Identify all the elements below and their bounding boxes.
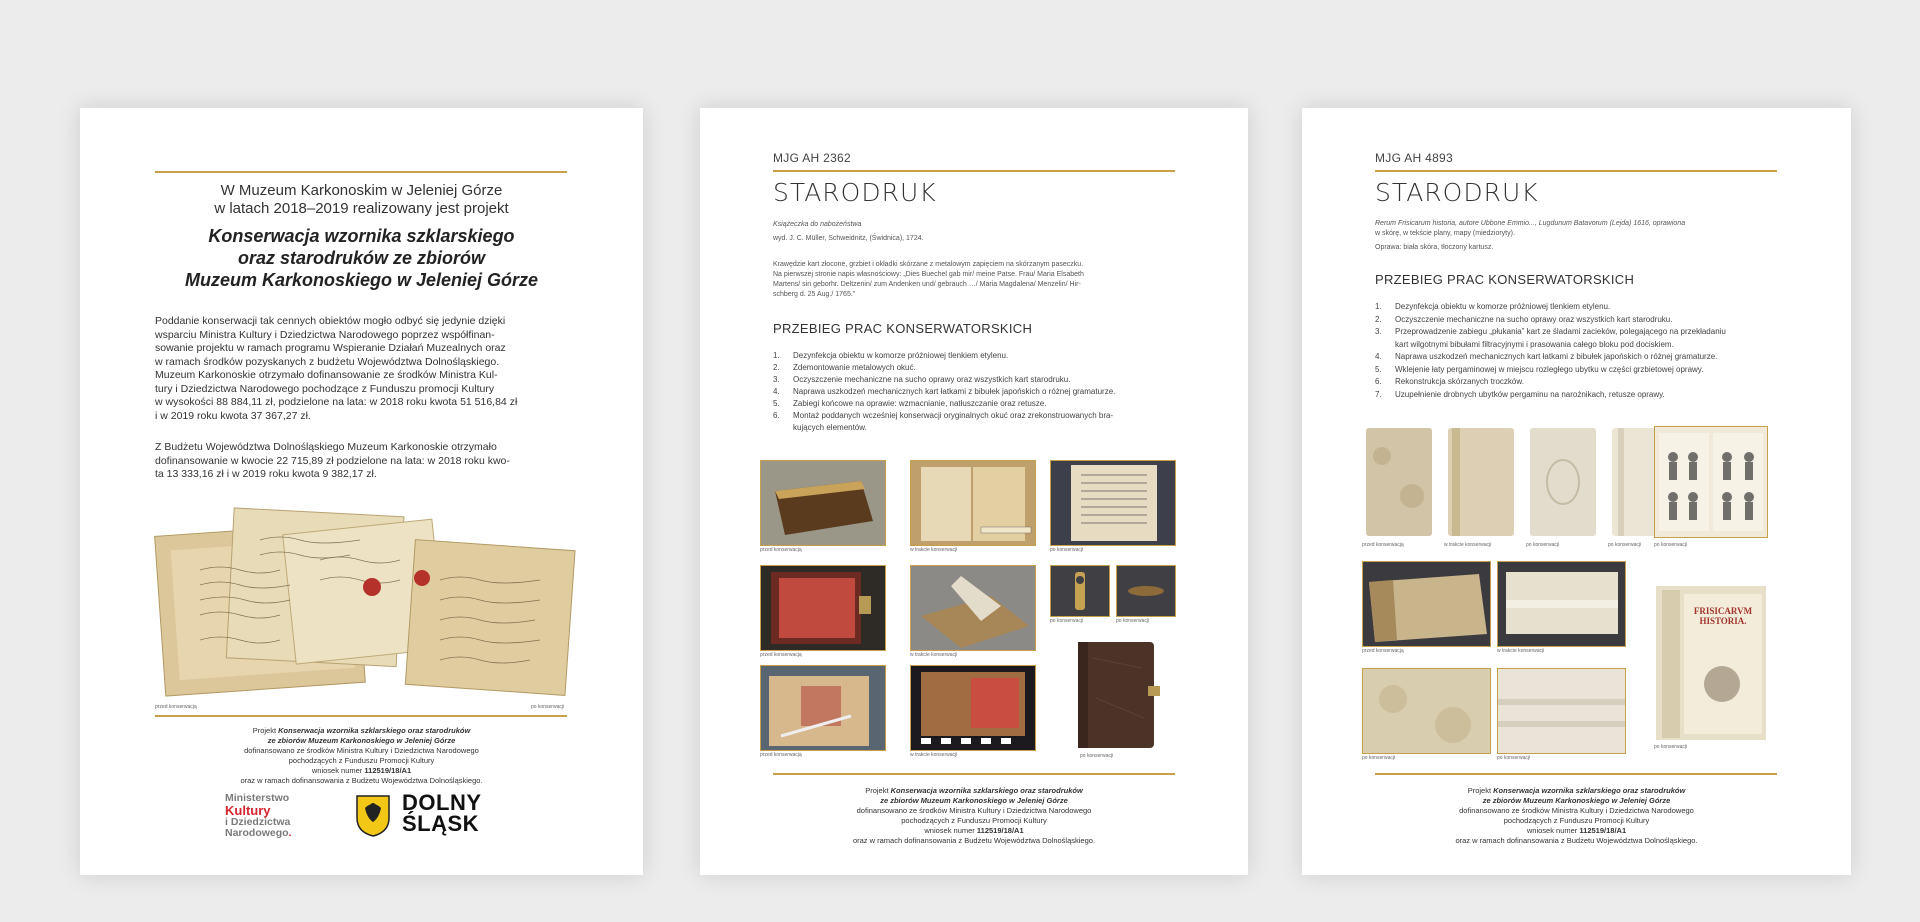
photo-during-1 — [1444, 426, 1518, 538]
photo-before-2 — [1362, 561, 1491, 647]
photo-after-clasp-2 — [1116, 565, 1176, 617]
list-item: 3. Oczyszczenie mechaniczne na sucho oprawy oraz wszystkich kart starodruku. — [773, 375, 1071, 384]
logo-ministry-line: Kultury — [225, 803, 271, 818]
description-line: schberg d. 25 Aug./ 1765.” — [773, 291, 856, 298]
body-line: wsparciu Ministra Kultury i Dziedzictwa Narodowego poprzez współfinan- — [155, 328, 495, 341]
photo-after-4 — [1497, 668, 1626, 754]
coat-of-arms-icon — [355, 794, 391, 843]
caption: przed konserwacją — [1362, 648, 1404, 654]
photo-after-clasp-1 — [1050, 565, 1110, 617]
body-line: tury i Dziedzictwa Narodowego pochodzące z Funduszu promocji Kultury — [155, 382, 495, 395]
footer-line: pochodzących z Funduszu Promocji Kultury — [288, 756, 435, 765]
description-line: Na pierwszej stronie napis własnościowy: „Dies Buechel gab mir/ meine Patse. Frau/ Maria Elsabeth — [773, 271, 1084, 278]
photo-before-1 — [1362, 426, 1436, 538]
page-title: STARODRUK — [1375, 178, 1539, 207]
logo-ministry-line: Ministerstwo — [225, 792, 290, 804]
photo-open-book — [1654, 426, 1768, 538]
body-paragraph-2 — [155, 441, 567, 482]
top-rule — [773, 170, 1175, 172]
footer-title-line: ze zbiorów Muzeum Karkonoskiego w Jeleniej Górze — [1482, 796, 1671, 805]
footer-block — [700, 786, 1248, 846]
photo-after-3 — [1362, 668, 1491, 754]
caption: w trakcie konserwacji — [1497, 648, 1545, 654]
body-line: Z Budżetu Województwa Dolnośląskiego Muzeum Karkonoskie otrzymało — [155, 441, 497, 453]
list-item: kujących elementów. — [793, 423, 867, 432]
logo-ds-line: ŚLĄSK — [402, 811, 480, 836]
list-item: 2. Oczyszczenie mechaniczne na sucho oprawy oraz wszystkich kart starodruku. — [1375, 314, 1673, 324]
footer-line: dofinansowano ze środków Ministra Kultury i Dziedzictwa Narodowego — [1459, 806, 1694, 815]
list-item: kart wilgotnymi bibułami filtracyjnymi i prasowania całego bloku pod dociskiem. — [1395, 339, 1674, 349]
list-item: 5. Wklejenie łaty pergaminowej w miejscu rozległego ubytku w części grzbietowej oprawy. — [1375, 364, 1704, 374]
footer-line: dofinansowano ze środków Ministra Kultury i Dziedzictwa Narodowego — [244, 746, 479, 755]
caption: w trakcie konserwacji — [1444, 542, 1492, 548]
letters-illustration — [140, 500, 580, 700]
project-title-line: Konserwacja wzornika szklarskiego — [208, 226, 515, 246]
footer-project: Projekt — [865, 786, 889, 795]
page-project-info — [80, 108, 643, 875]
description-line: Krawędzie kart złocone, grzbiet i okładki skórzane z metalowym zapięciem na skórzanym paseczku. — [773, 261, 1084, 268]
caption: po konserwacji — [1362, 755, 1396, 761]
footer-rule — [773, 773, 1175, 775]
footer-title-line: Konserwacja wzornika szklarskiego oraz starodruków — [890, 786, 1083, 795]
caption: po konserwacji — [1050, 547, 1084, 553]
body-line: dofinansowanie w kwocie 22 715,89 zł podzielone na lata: w 2018 roku kwo- — [155, 454, 510, 467]
top-rule — [1375, 170, 1777, 172]
footer-line: oraz w ramach dofinansowania z Budżetu Województwa Dolnośląskiego. — [240, 776, 483, 785]
footer-title-line: Konserwacja wzornika szklarskiego oraz starodruków — [1493, 786, 1686, 795]
list-item: 6. Montaż poddanych wcześniej konserwacji oryginalnych okuć oraz zrekonstruowanych bra- — [773, 411, 1114, 420]
logo-ministry-line: Narodowego. — [225, 827, 292, 839]
caption-after: po konserwacji — [531, 704, 565, 710]
footer-line: oraz w ramach dofinansowania z Budżetu Województwa Dolnośląskiego. — [1455, 836, 1698, 845]
caption-before: przed konserwacją — [155, 704, 197, 710]
photo-after-book — [1072, 638, 1164, 752]
photo-title-page — [1654, 584, 1768, 742]
logo-ministry — [225, 793, 292, 839]
description-line: Martens/ sin geborhr. Deltzenin/ zum Andenken und/ gebrauch …/ Maria Magdalena/ Menzelin/ Hir- — [773, 281, 1081, 288]
footer-project: Projekt — [1467, 786, 1492, 795]
footer-rule — [155, 715, 567, 717]
description-line: Oprawa: biała skóra, tłoczony kartusz. — [1375, 244, 1494, 251]
photo-before-2 — [760, 565, 886, 651]
letters-photo — [140, 500, 580, 700]
footer-title-line: ze zbiorów Muzeum Karkonoskiego w Jeleniej Górze — [267, 736, 456, 745]
footer-line: dofinansowano ze środków Ministra Kultury i Dziedzictwa Narodowego — [856, 806, 1092, 815]
description-line: Rerum Frisicarum historia, autore Ubbone Emmio..., Lugdunum Batavorum (Lejda) 1616, oprawiona — [1375, 220, 1686, 227]
photo-after-1 — [1526, 426, 1600, 538]
body-line: i w 2019 roku kwota 37 367,27 zł. — [155, 409, 311, 422]
photo-after-1 — [1050, 460, 1176, 546]
object-code: MJG AH 2362 — [773, 151, 852, 165]
photo-before-1 — [760, 460, 886, 546]
object-code: MJG AH 4893 — [1375, 151, 1454, 165]
photo-during-3 — [910, 665, 1036, 751]
footer-title-line: Konserwacja wzornika szklarskiego oraz starodruków — [278, 726, 471, 735]
logo-ministry-text: Narodowego — [225, 827, 289, 839]
footer-line: wniosek numer — [311, 766, 363, 775]
footer-line: wniosek numer — [1526, 826, 1578, 835]
description-line: w skórę, w tekście plany, mapy (miedzioryty). — [1375, 230, 1515, 237]
footer-project: Projekt — [252, 726, 277, 735]
list-item: 1. Dezynfekcja obiektu w komorze próżniowej tlenkiem etylenu. — [1375, 302, 1611, 311]
list-item: 7. Uzupełnienie drobnych ubytków pergaminu na narożnikach, retusze oprawy. — [1375, 389, 1665, 399]
photo-during-1 — [910, 460, 1036, 546]
caption: przed konserwacją — [760, 752, 802, 758]
top-rule — [155, 171, 567, 173]
description — [773, 260, 1175, 300]
intro — [80, 182, 643, 218]
wax-seal-icon — [363, 578, 381, 596]
body-line: Muzeum Karkonoskie otrzymało dofinansowanie ze środków Ministra Kul- — [155, 369, 498, 381]
intro-line: w latach 2018–2019 realizowany jest projekt — [214, 200, 509, 217]
wax-seal-icon — [414, 570, 430, 586]
body-line: ta 13 333,16 zł i w 2019 roku kwota 9 382,17 zł. — [155, 468, 377, 480]
section-heading: PRZEBIEG PRAC KONSERWATORSKICH — [773, 321, 1033, 336]
footer-block — [80, 726, 643, 786]
project-title-line: oraz starodruków ze zbiorów — [237, 248, 486, 268]
list-item: 4. Naprawa uszkodzeń mechanicznych kart łatkami z bibułek japońskich o różnej gramaturze. — [773, 387, 1116, 396]
footer-number: 112519/18/A1 — [1579, 826, 1627, 835]
page-starodruk-4893 — [1302, 108, 1851, 875]
project-title — [80, 225, 643, 291]
logo-dolny-slask — [402, 792, 482, 834]
page-starodruk-2362 — [700, 108, 1248, 875]
description — [1375, 219, 1777, 253]
list-item: 6. Rekonstrukcja skórzanych troczków. — [1375, 377, 1524, 386]
body-line: sowanie projektu w ramach programu Wspieranie Działań Muzealnych oraz — [155, 342, 506, 354]
caption: w trakcie konserwacji — [910, 652, 958, 658]
caption: po konserwacji — [1497, 755, 1531, 761]
caption: w trakcie konserwacji — [910, 547, 958, 553]
footer-line: oraz w ramach dofinansowania z Budżetu Województwa Dolnośląskiego. — [852, 836, 1096, 845]
caption: w trakcie konserwacji — [910, 752, 958, 758]
photo-before-3 — [760, 665, 886, 751]
footer-number: 112519/18/A1 — [364, 766, 412, 775]
steps-list — [1375, 301, 1777, 401]
caption: po konserwacji — [1080, 753, 1114, 759]
book-title-text: FRISICARVM HISTORIA. — [1693, 606, 1753, 626]
list-item: 2. Zdemontowanie metalowych okuć. — [773, 363, 916, 372]
list-item: 4. Naprawa uszkodzeń mechanicznych kart łatkami z bibułek japońskich o różnej gramaturze. — [1375, 352, 1718, 361]
list-item: 1. Dezynfekcja obiektu w komorze próżniowej tlenkiem etylenu. — [773, 351, 1009, 360]
intro-line: W Muzeum Karkonoskim w Jeleniej Górze — [220, 182, 503, 199]
list-item: 5. Zabiegi końcowe na oprawie: wzmacnianie, natłuszczanie oraz retusze. — [773, 399, 1047, 408]
footer-number: 112519/18/A1 — [976, 826, 1024, 835]
project-title-line: Muzeum Karkonoskiego w Jeleniej Górze — [184, 270, 539, 290]
list-item: 3. Przeprowadzenie zabiegu „płukania” kart ze śladami zacieków, polegającego na przekładaniu — [1375, 327, 1726, 336]
body-line: Poddanie konserwacji tak cennych obiektów mogło odbyć się jedynie dzięki — [155, 315, 506, 327]
caption: przed konserwacją — [760, 547, 802, 553]
caption: po konserwacji — [1654, 542, 1688, 548]
logo-ds-line: DOLNY — [402, 790, 482, 815]
photo-during-2 — [910, 565, 1036, 651]
caption: po konserwacji — [1116, 618, 1150, 624]
publication: wyd. J. C. Müller, Schweidnitz, (Świdnica), 1724. — [773, 235, 924, 242]
body-line: w wysokości 88 884,11 zł, podzielone na lata: w 2018 roku kwota 51 516,84 zł — [155, 396, 518, 408]
caption: przed konserwacją — [760, 652, 802, 658]
caption: po konserwacji — [1526, 542, 1560, 548]
caption: przed konserwacją — [1362, 542, 1404, 548]
logo-ministry-line: i Dziedzictwa — [225, 816, 291, 828]
section-heading: PRZEBIEG PRAC KONSERWATORSKICH — [1375, 272, 1635, 287]
footer-title-line: ze zbiorów Muzeum Karkonoskiego w Jeleniej Górze — [880, 796, 1068, 805]
caption: po konserwacji — [1050, 618, 1084, 624]
caption: po konserwacji — [1608, 542, 1642, 548]
footer-line: wniosek numer — [924, 826, 975, 835]
body-line: w ramach środków pozyskanych z budżetu Województwa Dolnośląskiego. — [155, 355, 500, 368]
footer-block — [1302, 786, 1851, 846]
footer-line: pochodzących z Funduszu Promocji Kultury — [1503, 816, 1650, 825]
caption: po konserwacji — [1654, 744, 1688, 750]
page-title: STARODRUK — [773, 178, 937, 207]
footer-rule — [1375, 773, 1777, 775]
subtitle: Książeczka do nabożeństwa — [773, 221, 862, 228]
footer-line: pochodzących z Funduszu Promocji Kultury — [901, 816, 1047, 825]
body-paragraph-1 — [155, 315, 567, 423]
steps-list — [773, 350, 1175, 434]
photo-during-2 — [1497, 561, 1626, 647]
